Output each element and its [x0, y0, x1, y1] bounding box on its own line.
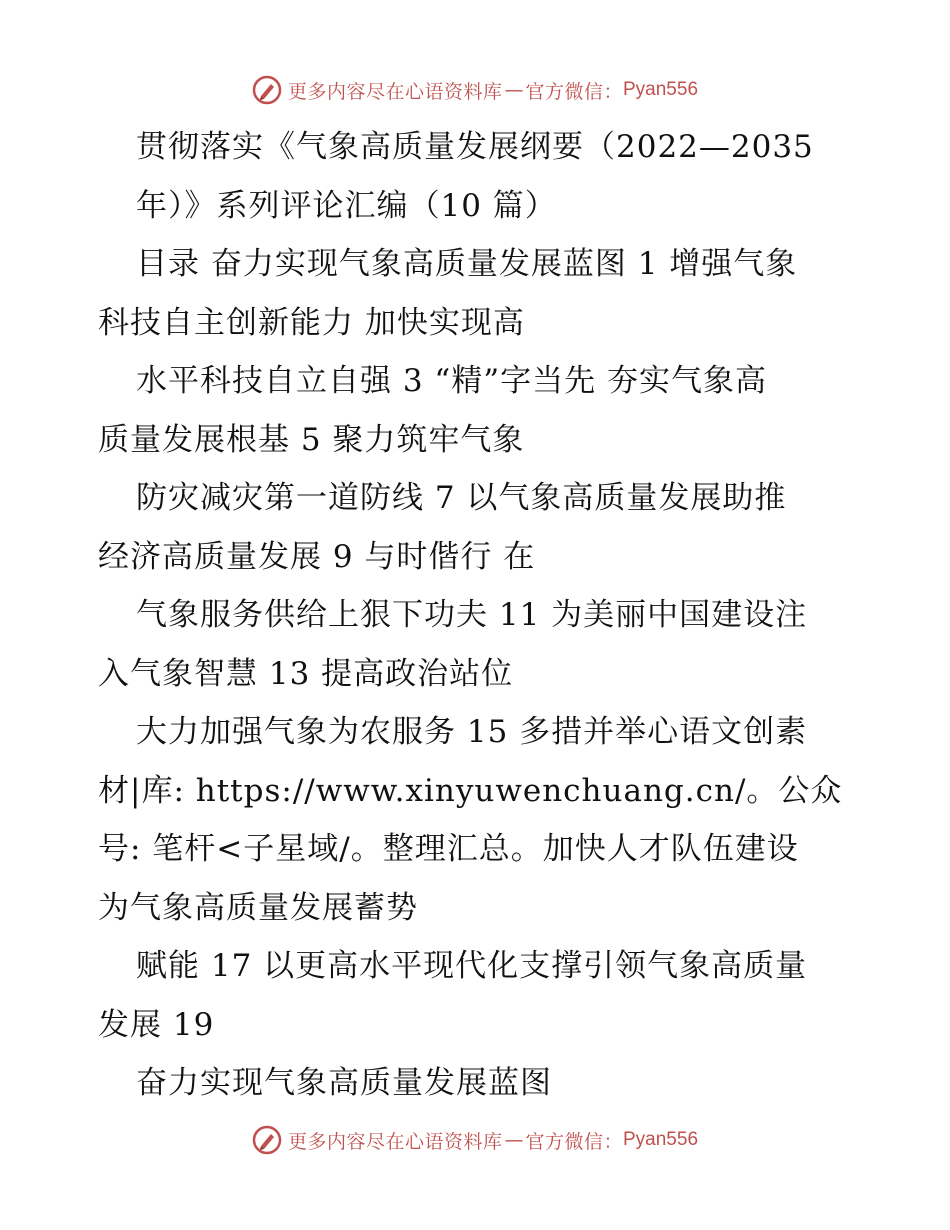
text-line: 发展 19 [98, 1006, 215, 1043]
text-line: 水平科技自立自强 3 “精”字当先 夯实气象高 [136, 363, 767, 399]
text-line: 防灾减灾第一道防线 7 以气象高质量发展助推 [136, 480, 787, 516]
document-body [98, 118, 858, 1113]
text-line: 年）》系列评论汇编（10 篇） [136, 187, 557, 224]
header-watermark [0, 70, 950, 110]
text-line: 材|库: https://www.xinyuwenchuang.cn/。公众 [98, 772, 843, 809]
text-line: 号: 笔杆<子星域/。整理汇总。加快人才队伍建设 [98, 831, 799, 867]
watermark-separator: — [504, 1129, 524, 1151]
text-line: 大力加强气象为农服务 15 多措并举心语文创素 [136, 714, 808, 750]
text-line: 科技自主创新能力 加快实现高 [98, 304, 525, 341]
pen-logo-icon [252, 75, 282, 105]
text-line: 赋能 17 以更高水平现代化支撑引领气象高质量 [136, 948, 808, 984]
text-line: 经济高质量发展 9 与时偕行 在 [98, 538, 536, 575]
text-line: 贯彻落实《气象高质量发展纲要（2022—2035 [136, 129, 814, 165]
text-line: 目录 奋力实现气象高质量发展蓝图 1 增强气象 [136, 246, 798, 282]
footer-watermark [0, 1120, 950, 1160]
watermark-wechat-id: Pyan556 [623, 1129, 699, 1150]
watermark-separator: — [504, 79, 524, 101]
watermark-label: 官方微信： [525, 80, 623, 103]
text-line: 奋力实现气象高质量发展蓝图 [136, 1065, 552, 1101]
text-line: 为气象高质量发展蓄势 [98, 889, 418, 926]
watermark-text: 更多内容尽在心语资料库 [287, 80, 503, 103]
watermark-label: 官方微信： [525, 1130, 623, 1153]
text-line: 气象服务供给上狠下功夫 11 为美丽中国建设注 [136, 597, 808, 633]
text-line: 入气象智慧 13 提高政治站位 [98, 655, 514, 692]
text-line: 质量发展根基 5 聚力筑牢气象 [98, 421, 525, 458]
pen-logo-icon [252, 1125, 282, 1155]
watermark-text: 更多内容尽在心语资料库 [287, 1130, 503, 1153]
watermark-wechat-id: Pyan556 [623, 79, 699, 100]
